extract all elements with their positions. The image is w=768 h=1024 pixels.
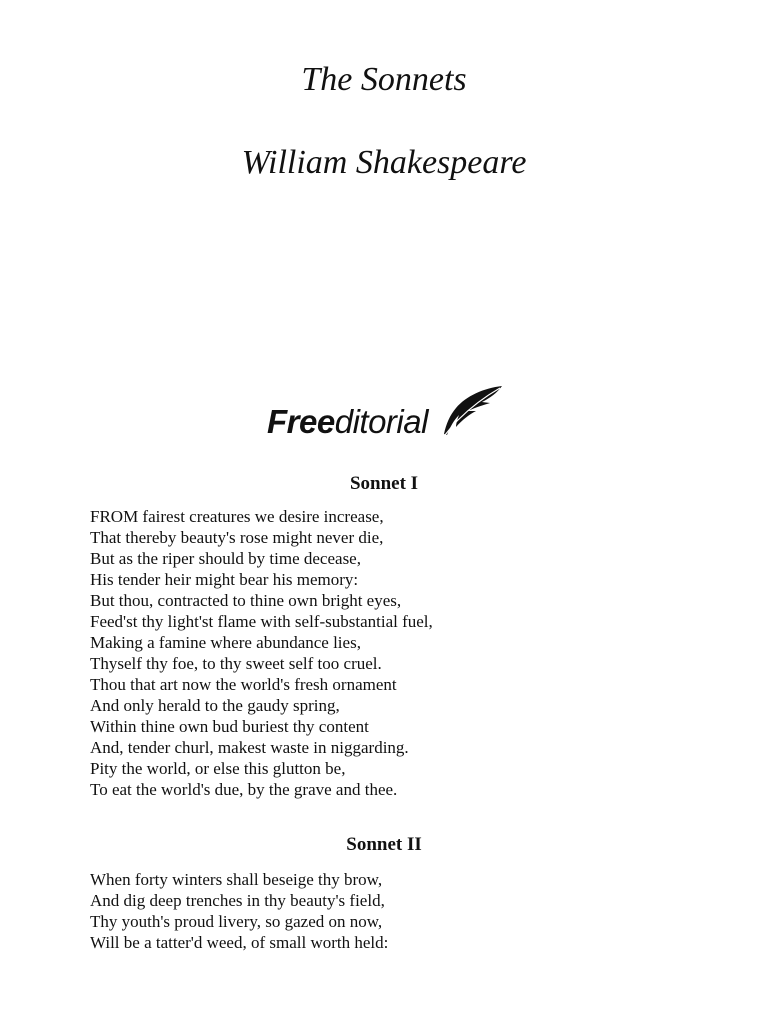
- poem-line: But thou, contracted to thine own bright eyes,: [90, 591, 402, 610]
- poem-line: And, tender churl, makest waste in niggarding.: [90, 738, 409, 757]
- logo-light-text: ditorial: [334, 403, 428, 440]
- quill-feather-icon: [440, 384, 504, 438]
- poem-line: Within thine own bud buriest thy content: [90, 717, 369, 736]
- poem-line: Feed'st thy light'st flame with self-substantial fuel,: [90, 612, 433, 631]
- poem-line: Pity the world, or else this glutton be,: [90, 759, 346, 778]
- poem-line: Making a famine where abundance lies,: [90, 633, 361, 652]
- poem-line: And dig deep trenches in thy beauty's field,: [90, 891, 385, 910]
- poem-line: To eat the world's due, by the grave and thee.: [90, 780, 398, 799]
- freeditorial-logo: [264, 382, 504, 444]
- sonnet-2-text: [90, 869, 388, 953]
- sonnet-1-heading: Sonnet I: [349, 473, 419, 494]
- poem-line: Thy youth's proud livery, so gazed on now,: [90, 912, 383, 931]
- poem-line: Thyself thy foe, to thy sweet self too cruel.: [90, 654, 382, 673]
- sonnet-2-heading: Sonnet II: [346, 834, 422, 855]
- poem-line: That thereby beauty's rose might never die,: [90, 528, 384, 547]
- sonnet-1-text: [90, 506, 433, 800]
- poem-line: FROM fairest creatures we desire increase,: [90, 507, 384, 526]
- poem-line: Thou that art now the world's fresh ornament: [90, 675, 397, 694]
- poem-line: And only herald to the gaudy spring,: [90, 696, 340, 715]
- poem-line: Will be a tatter'd weed, of small worth held:: [90, 933, 389, 952]
- book-title: The Sonnets: [301, 61, 467, 98]
- poem-line: When forty winters shall beseige thy brow,: [90, 870, 383, 889]
- logo-bold-text: Free: [267, 403, 335, 440]
- poem-line: But as the riper should by time decease,: [90, 549, 361, 568]
- poem-line: His tender heir might bear his memory:: [90, 570, 359, 589]
- book-author: William Shakespeare: [241, 144, 527, 181]
- logo-wordmark: [267, 402, 428, 442]
